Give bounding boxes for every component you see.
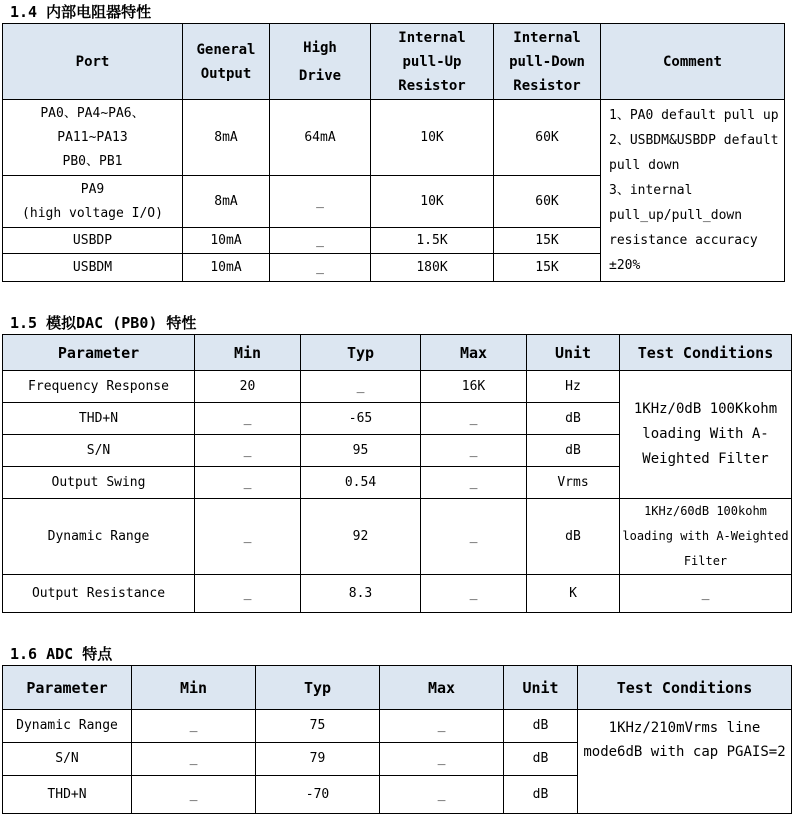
test-condition-cell: 1KHz/210mVrms line mode6dB with cap PGAIS=2: [578, 710, 792, 814]
cell: _: [132, 776, 256, 814]
cell: dB: [527, 499, 620, 575]
cell: _: [380, 743, 504, 776]
cell: 75: [256, 710, 380, 743]
table-header-row: [3, 666, 792, 710]
test-condition-cell: 1KHz/0dB 100Kkohm loading With A-Weighted Filter: [620, 371, 792, 499]
cell: _: [195, 467, 301, 499]
col-header: Max: [380, 666, 504, 710]
cell: 16K: [421, 371, 527, 403]
cell: S/N: [3, 435, 195, 467]
cell: dB: [504, 710, 578, 743]
col-header: Internal pull-Up Resistor: [371, 24, 494, 100]
col-header: Parameter: [3, 666, 132, 710]
col-header: Test Conditions: [620, 335, 792, 371]
cell: _: [380, 710, 504, 743]
col-header: Internal pull-Down Resistor: [494, 24, 601, 100]
cell: _: [195, 499, 301, 575]
cell: _: [380, 776, 504, 814]
dac-table: [2, 334, 792, 613]
cell: _: [301, 371, 421, 403]
col-header: High Drive: [270, 24, 371, 100]
cell: dB: [527, 435, 620, 467]
cell: _: [132, 710, 256, 743]
cell: 8mA: [183, 100, 270, 176]
cell: _: [270, 228, 371, 254]
cell: -70: [256, 776, 380, 814]
col-header: Parameter: [3, 335, 195, 371]
col-header: Min: [195, 335, 301, 371]
col-header: Comment: [601, 24, 785, 100]
section-title-1-6: 1.6 ADC 特点: [10, 645, 113, 663]
cell: Dynamic Range: [3, 710, 132, 743]
cell: dB: [504, 743, 578, 776]
col-header: Typ: [256, 666, 380, 710]
cell: 15K: [494, 254, 601, 282]
table-row: [3, 575, 792, 613]
cell: 180K: [371, 254, 494, 282]
table-row: [3, 371, 792, 403]
test-condition-cell: _: [620, 575, 792, 613]
col-header: Max: [421, 335, 527, 371]
cell: Frequency Response: [3, 371, 195, 403]
test-condition-cell: 1KHz/60dB 100kohm loading with A-Weighted Filter: [620, 499, 792, 575]
cell: _: [195, 575, 301, 613]
cell: 8mA: [183, 176, 270, 228]
cell: Hz: [527, 371, 620, 403]
cell: 10K: [371, 100, 494, 176]
col-header: Port: [3, 24, 183, 100]
cell: THD+N: [3, 776, 132, 814]
cell: _: [195, 403, 301, 435]
cell: 10mA: [183, 254, 270, 282]
cell: 1.5K: [371, 228, 494, 254]
cell: PA9 (high voltage I/O): [3, 176, 183, 228]
cell: Output Resistance: [3, 575, 195, 613]
cell: 79: [256, 743, 380, 776]
cell: Output Swing: [3, 467, 195, 499]
col-header: Unit: [527, 335, 620, 371]
cell: _: [421, 467, 527, 499]
cell: dB: [504, 776, 578, 814]
table-row: [3, 100, 785, 176]
table-row: [3, 499, 792, 575]
cell: _: [270, 176, 371, 228]
cell: 8.3: [301, 575, 421, 613]
cell: S/N: [3, 743, 132, 776]
resistor-table: [2, 23, 785, 282]
table-row: [3, 710, 792, 743]
table-header-row: [3, 24, 785, 100]
cell: USBDP: [3, 228, 183, 254]
cell: _: [421, 575, 527, 613]
col-header: Test Conditions: [578, 666, 792, 710]
cell: 64mA: [270, 100, 371, 176]
cell: Dynamic Range: [3, 499, 195, 575]
table-header-row: [3, 335, 792, 371]
col-header: General Output: [183, 24, 270, 100]
cell: Vrms: [527, 467, 620, 499]
col-header: Typ: [301, 335, 421, 371]
cell: USBDM: [3, 254, 183, 282]
cell: 60K: [494, 100, 601, 176]
cell: PA0、PA4~PA6、 PA11~PA13 PB0、PB1: [3, 100, 183, 176]
cell: 92: [301, 499, 421, 575]
cell: 0.54: [301, 467, 421, 499]
cell: _: [421, 403, 527, 435]
col-header: Min: [132, 666, 256, 710]
cell: -65: [301, 403, 421, 435]
adc-table: [2, 665, 792, 814]
section-title-1-5: 1.5 模拟DAC (PB0) 特性: [10, 314, 197, 332]
cell: 15K: [494, 228, 601, 254]
cell: _: [421, 499, 527, 575]
cell: _: [195, 435, 301, 467]
cell: K: [527, 575, 620, 613]
cell: 20: [195, 371, 301, 403]
cell: _: [132, 743, 256, 776]
cell: _: [270, 254, 371, 282]
cell: dB: [527, 403, 620, 435]
col-header: Unit: [504, 666, 578, 710]
cell: 60K: [494, 176, 601, 228]
comment-cell: 1、PA0 default pull up 2、USBDM&USBDP default pull down 3、internal pull_up/pull_down resistance accuracy ±20%: [601, 100, 785, 282]
cell: 10K: [371, 176, 494, 228]
cell: THD+N: [3, 403, 195, 435]
section-title-1-4: 1.4 内部电阻器特性: [10, 3, 152, 21]
cell: 95: [301, 435, 421, 467]
cell: _: [421, 435, 527, 467]
cell: 10mA: [183, 228, 270, 254]
